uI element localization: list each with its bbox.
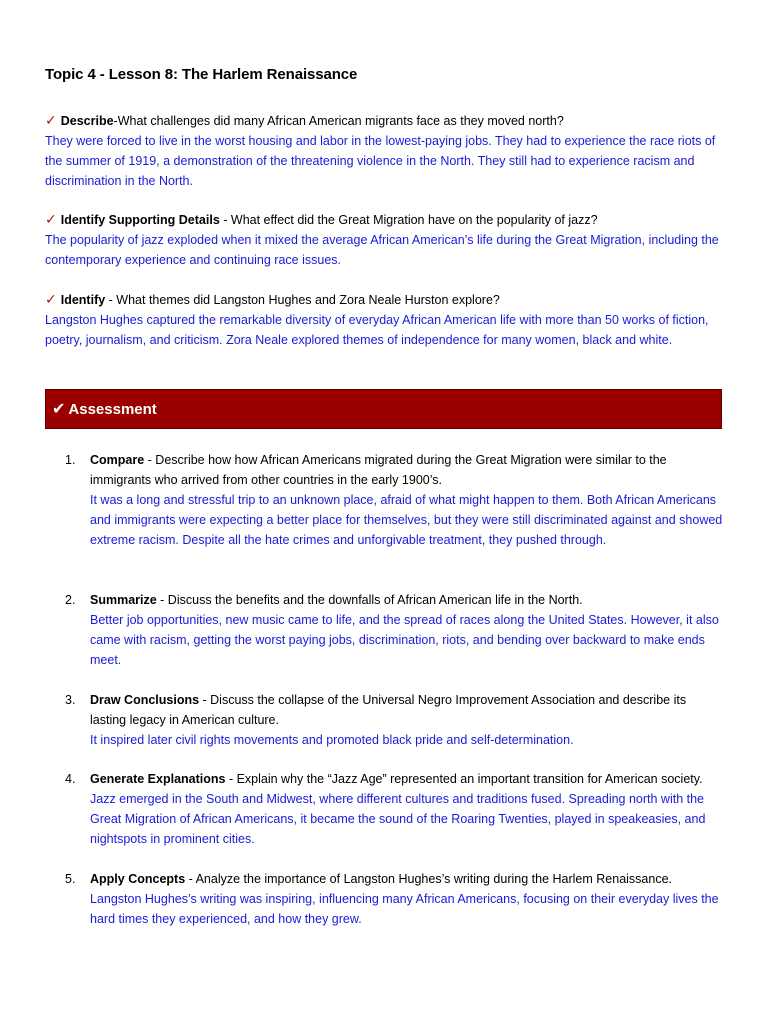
item-number: 2. — [65, 593, 76, 607]
checkmark-icon: ✓ — [45, 291, 57, 307]
question-describe — [45, 110, 730, 191]
item-question — [90, 769, 725, 789]
question-prompt: -What challenges did many African American migrants face as they moved north? — [113, 114, 564, 128]
question-label: Identify — [60, 293, 106, 307]
item-question — [90, 590, 725, 610]
question-label: Describe — [60, 114, 114, 128]
item-answer: It was a long and stressful trip to an unknown place, afraid of what might happen to them. Both African Americans and immigrants were expecting a better place for themselves, but they were still discriminated against and showed extreme racism. Despite all the hate crimes and unforgivable treatment, they pushed through. — [90, 493, 723, 547]
item-label: Apply Concepts — [90, 872, 186, 886]
item-number: 1. — [65, 453, 76, 467]
item-prompt: - Describe how how African Americans migrated during the Great Migration were similar to the immigrants who arrived from other countries in the early 1900’s. — [90, 453, 667, 487]
checkmark-icon: ✔ — [52, 401, 66, 418]
assessment-item-summarize — [65, 590, 725, 670]
answer-text: The popularity of jazz exploded when it mixed the average African American’s life during the Great Migration, including the contemporary experience and continuing race issues. — [45, 233, 719, 267]
assessment-item-apply-concepts — [65, 869, 725, 929]
question-identify-supporting-details — [45, 209, 730, 270]
item-prompt: - Explain why the “Jazz Age” represented an important transition for American society. — [225, 772, 703, 786]
page-title: Topic 4 - Lesson 8: The Harlem Renaissance — [45, 66, 358, 83]
item-answer: It inspired later civil rights movements and promoted black pride and self-determination. — [90, 733, 574, 747]
item-label: Generate Explanations — [90, 772, 226, 786]
item-number: 4. — [65, 772, 76, 786]
item-question — [90, 690, 725, 730]
question-identify — [45, 289, 730, 350]
assessment-item-draw-conclusions — [65, 690, 725, 750]
checkmark-icon: ✓ — [45, 211, 57, 227]
assessment-heading: Assessment — [68, 400, 157, 418]
item-number: 5. — [65, 872, 76, 886]
item-answer: Langston Hughes’s writing was inspiring, influencing many African Americans, focusing on their everyday lives the hard times they experienced, and how they grew. — [90, 892, 719, 926]
question-line — [45, 110, 730, 131]
item-label: Compare — [90, 453, 145, 467]
item-answer: Better job opportunities, new music came to life, and the spread of races along the United States. However, it also came with racism, getting the worst paying jobs, discrimination, riots, and bending over backward to make ends meet. — [90, 613, 719, 667]
item-number: 3. — [65, 693, 76, 707]
assessment-banner — [45, 389, 722, 429]
question-prompt: - What themes did Langston Hughes and Zora Neale Hurston explore? — [105, 293, 500, 307]
question-line — [45, 289, 730, 310]
item-answer: Jazz emerged in the South and Midwest, where different cultures and traditions fused. Spreading north with the Great Migration of African Americans, it became the sound of the Roaring Twenties, played in speakeasies, and nightspots in prominent cities. — [90, 792, 706, 846]
checkmark-icon: ✓ — [45, 112, 57, 128]
item-prompt: - Analyze the importance of Langston Hughes’s writing during the Harlem Renaissance. — [185, 872, 672, 886]
answer-text: They were forced to live in the worst housing and labor in the lowest-paying jobs. They had to experience the race riots of the summer of 1919, a demonstration of the threatening violence in the North. They still had to experience racism and discrimination in the North. — [45, 134, 716, 188]
item-prompt: - Discuss the benefits and the downfalls of African American life in the North. — [156, 593, 583, 607]
assessment-item-compare — [65, 450, 725, 550]
answer-text: Langston Hughes captured the remarkable diversity of everyday African American life with more than 50 works of fiction, poetry, journalism, and criticism. Zora Neale explored themes of independence for many women, black and white. — [45, 313, 709, 347]
item-label: Summarize — [90, 593, 157, 607]
question-label: Identify Supporting Details — [60, 213, 220, 227]
item-question — [90, 869, 725, 889]
item-question — [90, 450, 725, 490]
assessment-item-generate-explanations — [65, 769, 725, 849]
question-prompt: - What effect did the Great Migration have on the popularity of jazz? — [219, 213, 598, 227]
question-line — [45, 209, 730, 230]
item-label: Draw Conclusions — [90, 693, 200, 707]
item-prompt: - Discuss the collapse of the Universal Negro Improvement Association and describe its lasting legacy in American culture. — [90, 693, 687, 727]
